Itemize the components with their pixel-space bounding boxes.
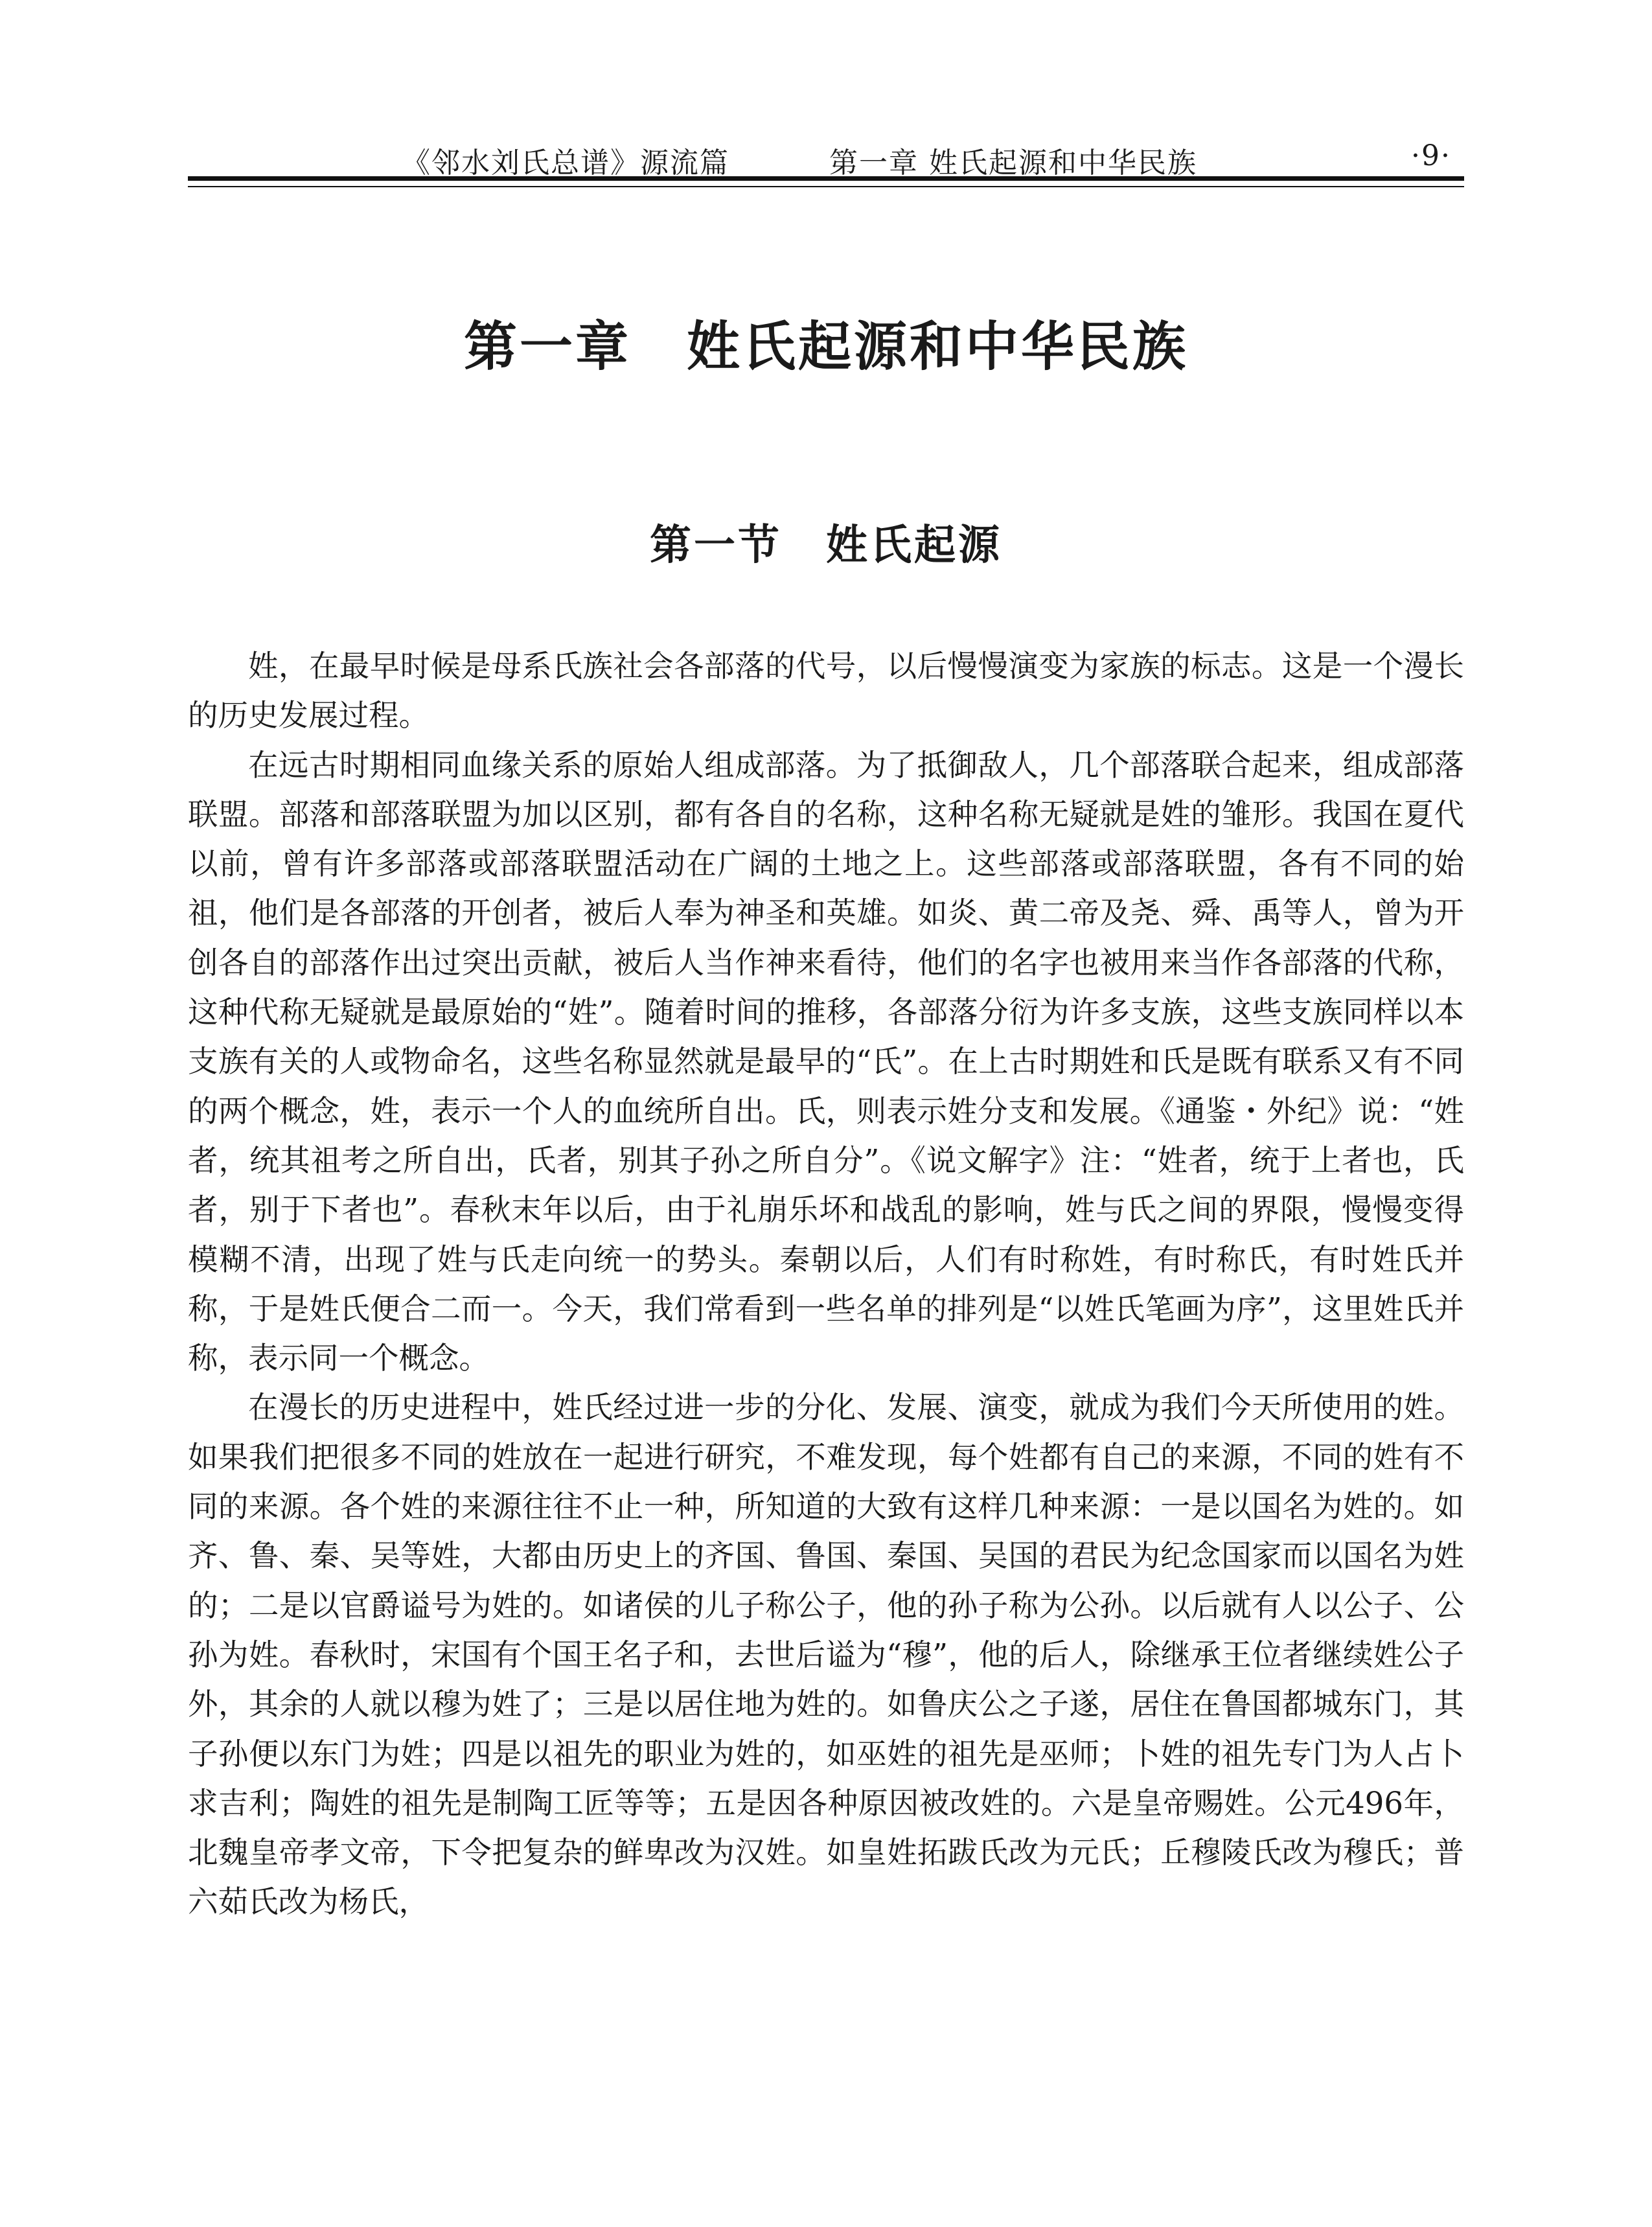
chapter-title: 第一章 姓氏起源和中华民族 <box>463 316 1188 378</box>
header-rule-thin <box>188 186 1464 187</box>
header-chapter-title: 第一章 姓氏起源和中华民族 <box>829 146 1197 179</box>
page-number: ·9· <box>1411 139 1451 172</box>
header-rule-thick <box>188 176 1464 181</box>
header-book-title: 《邻水刘氏总谱》源流篇 <box>402 146 729 179</box>
running-header <box>188 133 1464 178</box>
paragraph: 在远古时期相同血缘关系的原始人组成部落。为了抵御敌人，几个部落联合起来，组成部落联盟。部落和部落联盟为加以区别，都有各自的名称，这种名称无疑就是姓的雏形。我国在夏代以前，曾有许多部落或部落联盟活动在广阔的土地之上。这些部落或部落联盟，各有不同的始祖，他们是各部落的开创者，被后人奉为神圣和英雄。如炎、黄二帝及尧、舜、禹等人，曾为开创各自的部落作出过突出贡献，被后人当作神来看待，他们的名字也被用来当作各部落的代称，这种代称无疑就是最原始的“姓”。随着时间的推移，各部落分衍为许多支族，这些支族同样以本支族有关的人或物命名，这些名称显然就是最早的“氏”。在上古时期姓和氏是既有联系又有不同的两个概念，姓，表示一个人的血统所自出。氏，则表示姓分支和发展。《通鉴・外纪》说：“姓者，统其祖考之所自出，氏者，别其子孙之所自分”。《说文解字》注：“姓者，统于上者也，氏者，别于下者也”。春秋末年以后，由于礼崩乐坏和战乱的影响，姓与氏之间的界限，慢慢变得模糊不清，出现了姓与氏走向统一的势头。秦朝以后，人们有时称姓，有时称氏，有时姓氏并称，于是姓氏便合二而一。今天，我们常看到一些名单的排列是“以姓氏笔画为序”，这里姓氏并称，表示同一个概念。 <box>188 747 1464 1376</box>
body-text <box>188 641 1464 1927</box>
paragraph: 姓，在最早时候是母系氏族社会各部落的代号，以后慢慢演变为家族的标志。这是一个漫长的历史发展过程。 <box>188 649 1464 733</box>
section-title: 第一节 姓氏起源 <box>650 522 1002 570</box>
paragraph: 在漫长的历史进程中，姓氏经过进一步的分化、发展、演变，就成为我们今天所使用的姓。如果我们把很多不同的姓放在一起进行研究，不难发现，每个姓都有自己的来源，不同的姓有不同的来源。各个姓的来源往往不止一种，所知道的大致有这样几种来源：一是以国名为姓的。如齐、鲁、秦、吴等姓，大都由历史上的齐国、鲁国、秦国、吴国的君民为纪念国家而以国名为姓的；二是以官爵谥号为姓的。如诸侯的儿子称公子，他的孙子称为公孙。以后就有人以公子、公孙为姓。春秋时，宋国有个国王名子和，去世后谥为“穆”，他的后人，除继承王位者继续姓公子外，其余的人就以穆为姓了；三是以居住地为姓的。如鲁庆公之子遂，居住在鲁国都城东门，其子孙便以东门为姓；四是以祖先的职业为姓的，如巫姓的祖先是巫师；卜姓的祖先专门为人占卜求吉利；陶姓的祖先是制陶工匠等等；五是因各种原因被改姓的。六是皇帝赐姓。公元496年，北魏皇帝孝文帝，下令把复杂的鲜卑改为汉姓。如皇姓拓跋氏改为元氏；丘穆陵氏改为穆氏；普六茹氏改为杨氏， <box>188 1390 1464 1920</box>
